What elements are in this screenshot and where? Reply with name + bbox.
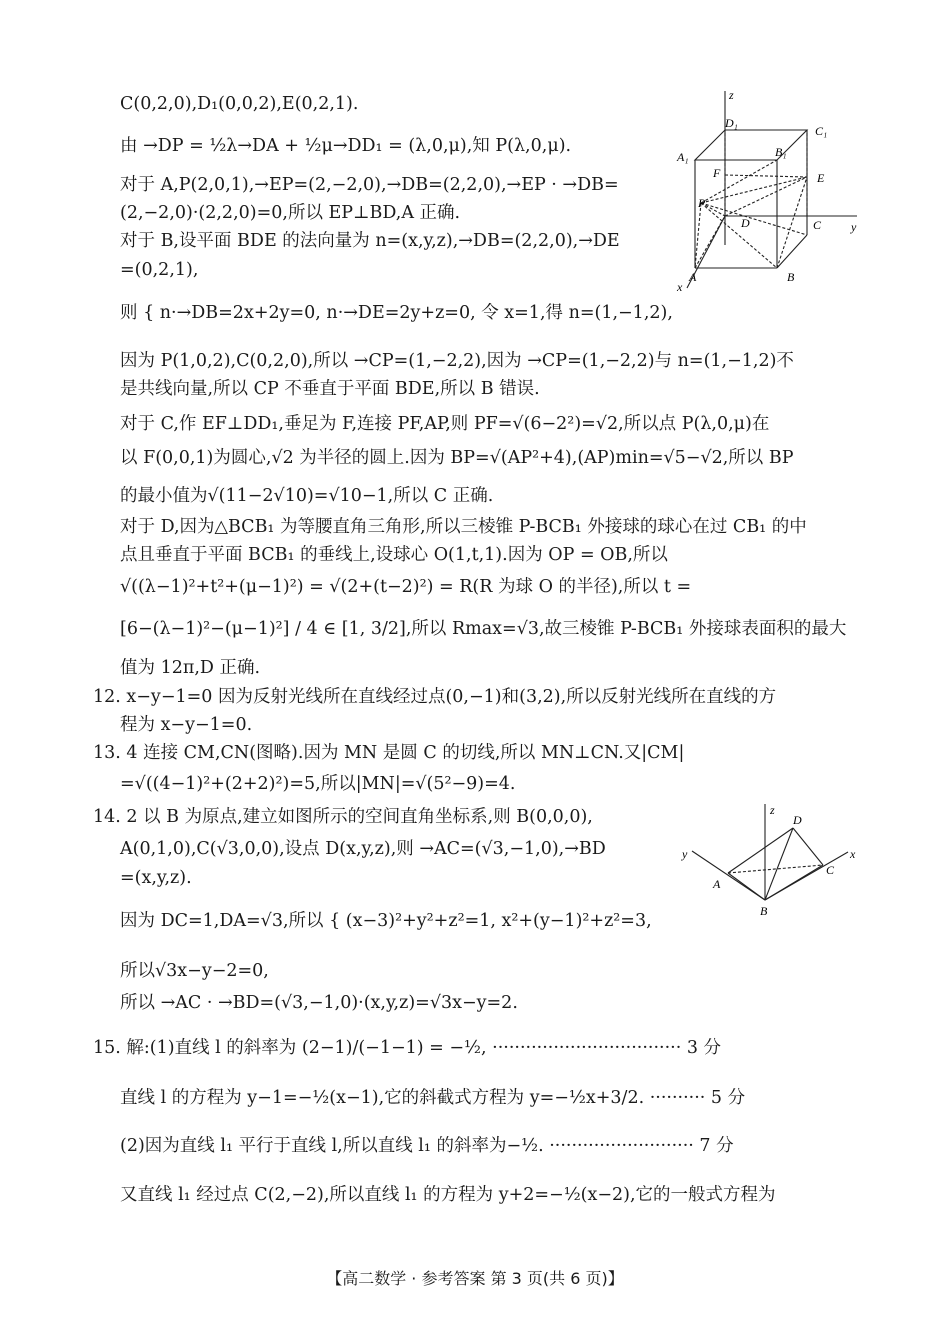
text-line: 所以 →AC · →BD=(√3,−1,0)·(x,y,z)=√3x−y=2. [120,993,518,1013]
text-line: 的最小值为√(11−2√10)=√10−1,所以 C 正确. [120,486,494,506]
text-line: 对于 B,设平面 BDE 的法向量为 n=(x,y,z),→DB=(2,2,0),→DE [120,231,620,251]
text-line: 点且垂直于平面 BCB₁ 的垂线上,设球心 O(1,t,1).因为 OP = OB,所以 [120,545,668,565]
text-line: 由 →DP = ½λ→DA + ½μ→DD₁ = (λ,0,μ),知 P(λ,0,μ). [120,136,572,156]
text-line: 是共线向量,所以 CP 不垂直于平面 BDE,所以 B 错误. [120,379,540,399]
cube-figure [665,85,865,300]
label-x: x [850,847,856,861]
label-a: A [689,270,697,284]
text-line: =(0,2,1), [120,260,199,280]
text-line: 对于 A,P(2,0,1),→EP=(2,−2,0),→DB=(2,2,0),→EP · →DB= [120,175,619,195]
text-line: 程为 x−y−1=0. [120,715,253,735]
page-footer: 【高二数学 · 参考答案 第 3 页(共 6 页)】 [326,1269,624,1288]
label-z: z [770,803,775,817]
label-y: y [682,847,688,861]
label-b1: B₁ [775,145,787,159]
label-a: A [713,877,721,891]
text-line: C(0,2,0),D₁(0,0,2),E(0,2,1). [120,94,359,114]
text-line: A(0,1,0),C(√3,0,0),设点 D(x,y,z),则 →AC=(√3,−1,0),→BD [120,839,606,859]
text-line: =√((4−1)²+(2+2)²)=5,所以|MN|=√(5²−9)=4. [120,774,516,794]
label-b: B [787,270,795,284]
label-x: x [677,280,683,294]
text-line: 值为 12π,D 正确. [120,658,261,678]
text-line: 对于 C,作 EF⊥DD₁,垂足为 F,连接 PF,AP,则 PF=√(6−2²)=√2,所以点 P(λ,0,μ)在 [120,414,770,434]
text-line: √((λ−1)²+t²+(μ−1)²) = √(2+(t−2)²) = R(R 为球 O 的半径),所以 t = [120,577,692,597]
text-line: 因为 DC=1,DA=√3,所以 { (x−3)²+y²+z²=1, x²+(y−1)²+z²=3, [120,911,652,931]
text-line: 因为 P(1,0,2),C(0,2,0),所以 →CP=(1,−2,2),因为 →CP=(1,−2,2)与 n=(1,−1,2)不 [120,351,794,371]
text-line: (2)因为直线 l₁ 平行于直线 l,所以直线 l₁ 的斜率为−½. ·························· 7 分 [120,1136,734,1156]
label-d: D [793,813,802,827]
text-line: 所以√3x−y−2=0, [120,961,269,981]
text-line: (2,−2,0)·(2,2,0)=0,所以 EP⊥BD,A 正确. [120,203,461,223]
label-c1: C₁ [815,124,828,138]
label-c: C [813,218,822,232]
text-line: 14. 2 以 B 为原点,建立如图所示的空间直角坐标系,则 B(0,0,0), [93,807,593,827]
label-a1: A₁ [677,150,689,164]
label-d: D [741,216,750,230]
tetrahedron-figure [680,800,860,935]
label-b: B [760,904,768,918]
text-line: [6−(λ−1)²−(μ−1)²] / 4 ∈ [1, 3/2],所以 Rmax=√3,故三棱锥 P-BCB₁ 外接球表面积的最大 [120,619,847,639]
label-y: y [851,220,857,234]
label-z: z [729,88,734,102]
text-line: 则 { n·→DB=2x+2y=0, n·→DE=2y+z=0, 令 x=1,得 n=(1,−1,2), [120,303,673,323]
text-line: 直线 l 的方程为 y−1=−½(x−1),它的斜截式方程为 y=−½x+3/2. ·········· 5 分 [120,1088,746,1108]
text-line: 15. 解:(1)直线 l 的斜率为 (2−1)/(−1−1) = −½, ·································· 3 分 [93,1038,722,1058]
label-f: F [713,166,721,180]
text-line: 以 F(0,0,1)为圆心,√2 为半径的圆上.因为 BP=√(AP²+4),(AP)min=√5−√2,所以 BP [120,448,794,468]
label-e: E [817,171,825,185]
text-line: 对于 D,因为△BCB₁ 为等腰直角三角形,所以三棱锥 P-BCB₁ 外接球的球心在过 CB₁ 的中 [120,517,807,537]
text-line: =(x,y,z). [120,868,192,888]
label-c: C [826,863,835,877]
text-line: 12. x−y−1=0 因为反射光线所在直线经过点(0,−1)和(3,2),所以反射光线所在直线的方 [93,687,777,707]
label-d1: D₁ [725,116,738,130]
label-p: P [698,196,706,210]
text-line: 又直线 l₁ 经过点 C(2,−2),所以直线 l₁ 的方程为 y+2=−½(x−2),它的一般式方程为 [120,1185,776,1205]
text-line: 13. 4 连接 CM,CN(图略).因为 MN 是圆 C 的切线,所以 MN⊥CN.又|CM| [93,743,685,763]
